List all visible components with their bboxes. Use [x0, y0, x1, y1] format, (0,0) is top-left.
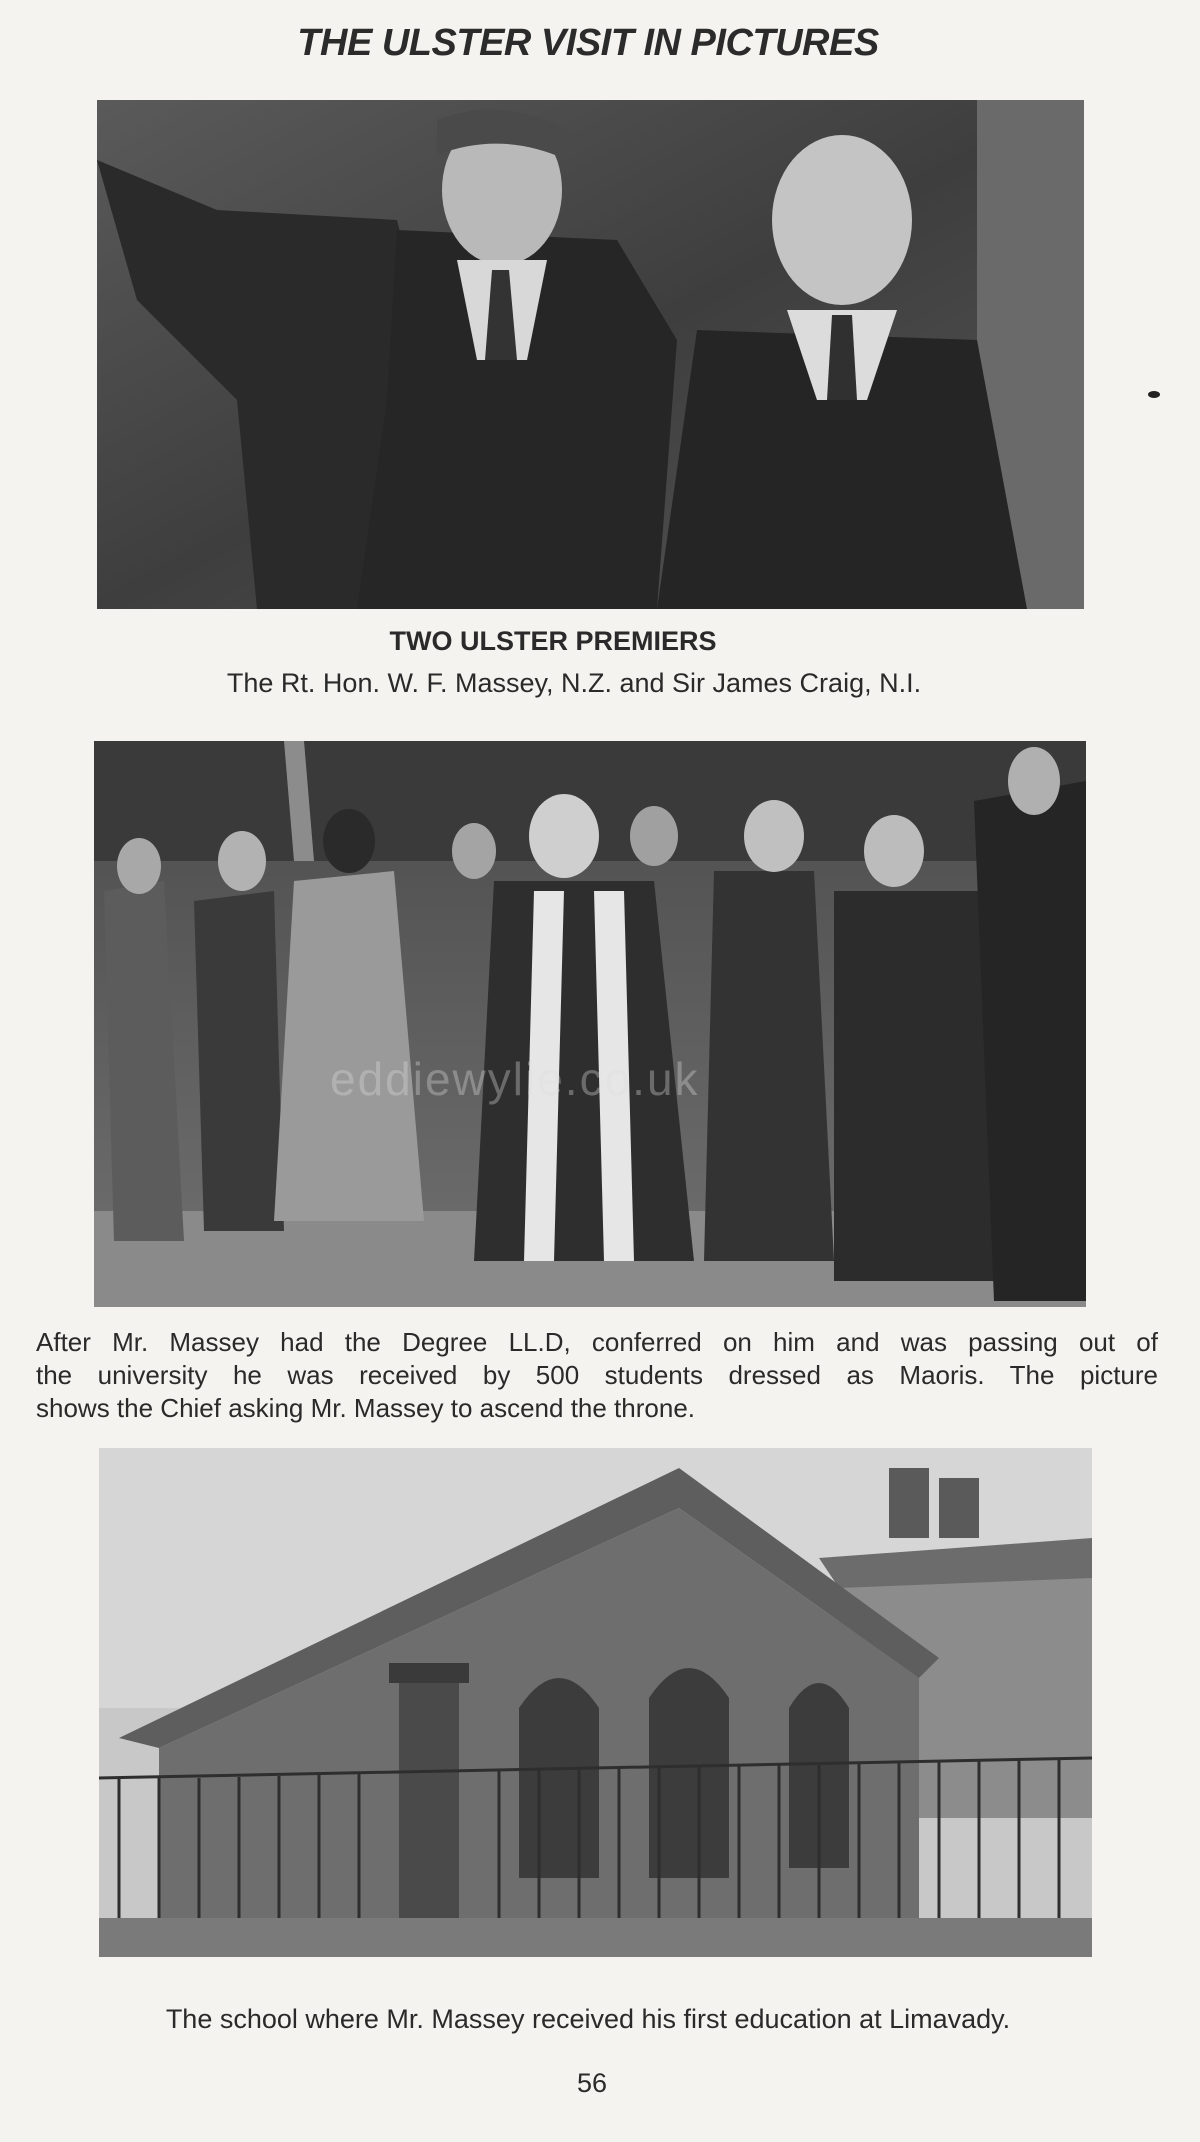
photo1-caption-heading: TWO ULSTER PREMIERS	[389, 626, 717, 656]
photo2-caption-line-2: the university he was received by 500 students dressed as Maoris. The picture	[36, 1360, 1158, 1390]
photo-two-premiers	[97, 100, 1084, 609]
photo-school-limavady	[99, 1448, 1092, 1957]
page-title: THE ULSTER VISIT IN PICTURES	[297, 22, 879, 64]
photo1-caption: The Rt. Hon. W. F. Massey, N.Z. and Sir James Craig, N.I.	[226, 668, 922, 698]
photo2-caption	[36, 1326, 1158, 1425]
photo2-caption-line-3: shows the Chief asking Mr. Massey to ascend the throne.	[36, 1393, 696, 1423]
photo2-caption-line-1: After Mr. Massey had the Degree LL.D, conferred on him and was passing out of	[36, 1327, 1158, 1357]
print-speck	[1148, 391, 1160, 398]
page-number: 56	[576, 2068, 608, 2098]
photo-maori-students	[94, 741, 1086, 1307]
photo3-caption: The school where Mr. Massey received his first education at Limavady.	[165, 2004, 1011, 2034]
watermark: eddiewylie.co.uk	[330, 1053, 700, 1105]
